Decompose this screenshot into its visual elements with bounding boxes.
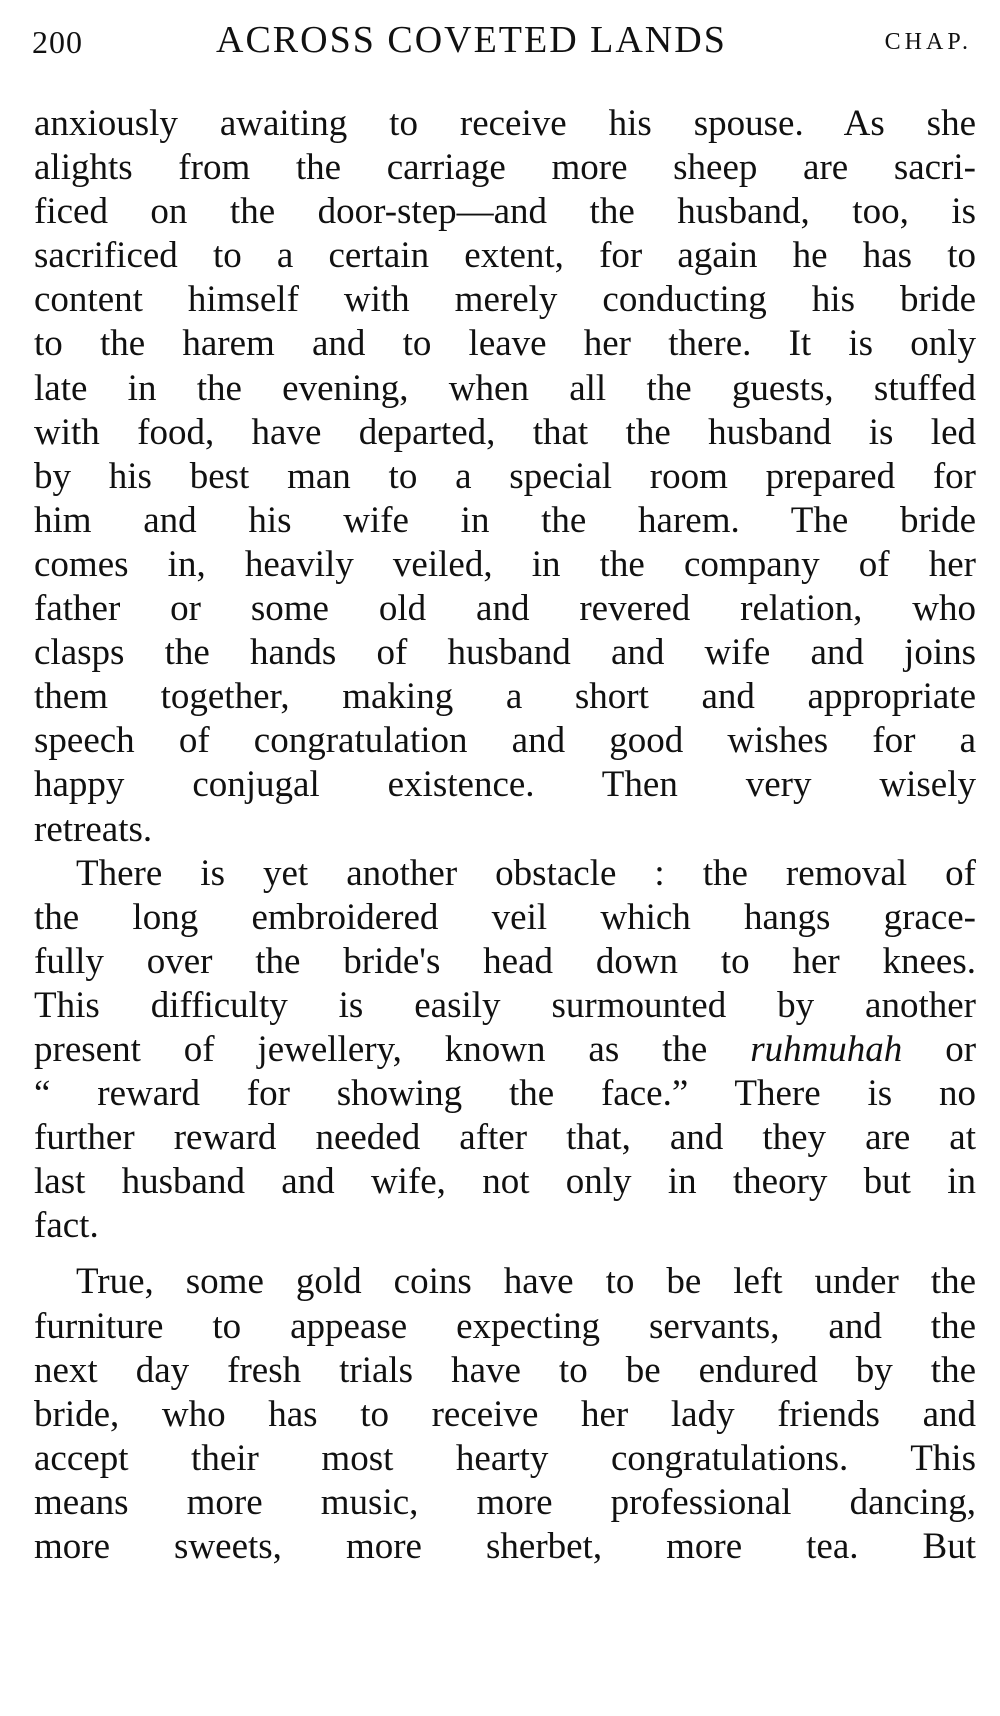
paragraph-3 [34, 1260, 976, 1569]
text-line-with-italic [34, 1028, 976, 1072]
text-segment: present of jewellery, known as the [34, 1028, 708, 1070]
text-line: with food, have departed, that the husband is led [34, 411, 976, 453]
text-line: furniture to appease expecting servants, and the [34, 1305, 976, 1347]
text-line: This difficulty is easily surmounted by another [34, 984, 976, 1026]
text-line: next day fresh trials have to be endured by the [34, 1349, 976, 1391]
body-text [34, 102, 976, 1569]
text-line: further reward needed after that, and they are at [34, 1117, 976, 1159]
text-line: anxiously awaiting to receive his spouse. As she [34, 103, 976, 144]
text-segment: or [902, 1028, 977, 1070]
text-line: “ reward for showing the face.” There is no [34, 1073, 976, 1115]
text-line: clasps the hands of husband and wife and joins [34, 632, 976, 674]
text-line: fully over the bride's head down to her knees. [34, 940, 976, 982]
paragraph-1 [34, 102, 976, 852]
text-line: them together, making a short and appropriate [34, 676, 976, 718]
text-line: fact. [34, 1205, 99, 1247]
text-line: speech of congratulation and good wishes for a [34, 720, 976, 762]
text-line: means more music, more professional dancing, [34, 1481, 976, 1523]
text-line: comes in, heavily veiled, in the company of her [34, 543, 976, 585]
text-line: retreats. [34, 808, 153, 850]
text-line: True, some gold coins have to be left under the [76, 1261, 976, 1303]
text-line: bride, who has to receive her lady friends and [34, 1393, 976, 1435]
text-line: last husband and wife, not only in theory but in [34, 1161, 976, 1203]
text-line: accept their most hearty congratulations. This [34, 1437, 976, 1479]
text-line: alights from the carriage more sheep are sacri- [34, 147, 976, 189]
text-line: him and his wife in the harem. The bride [34, 499, 976, 541]
running-head [32, 18, 972, 68]
paragraph-gap [34, 1248, 976, 1260]
text-line: content himself with merely conducting his bride [34, 279, 976, 321]
text-line: father or some old and revered relation, who [34, 588, 976, 630]
text-line: the long embroidered veil which hangs grace- [34, 896, 976, 938]
text-line: ficed on the door-step—and the husband, too, is [34, 191, 976, 233]
page-number: 200 [32, 24, 83, 60]
running-title: ACROSS COVETED LANDS [216, 19, 727, 61]
text-line: late in the evening, when all the guests, stuffed [34, 367, 976, 409]
paragraph-2 [34, 852, 976, 1249]
italic-term: ruhmuhah [750, 1028, 903, 1070]
text-line: to the harem and to leave her there. It is only [34, 323, 976, 365]
text-line: sacrificed to a certain extent, for again he has to [34, 235, 976, 277]
text-line: by his best man to a special room prepared for [34, 455, 976, 497]
text-line: more sweets, more sherbet, more tea. But [34, 1526, 976, 1567]
text-line: happy conjugal existence. Then very wisely [34, 764, 976, 806]
chapter-label: CHAP. [884, 29, 972, 55]
text-line: There is yet another obstacle : the removal of [76, 852, 976, 894]
